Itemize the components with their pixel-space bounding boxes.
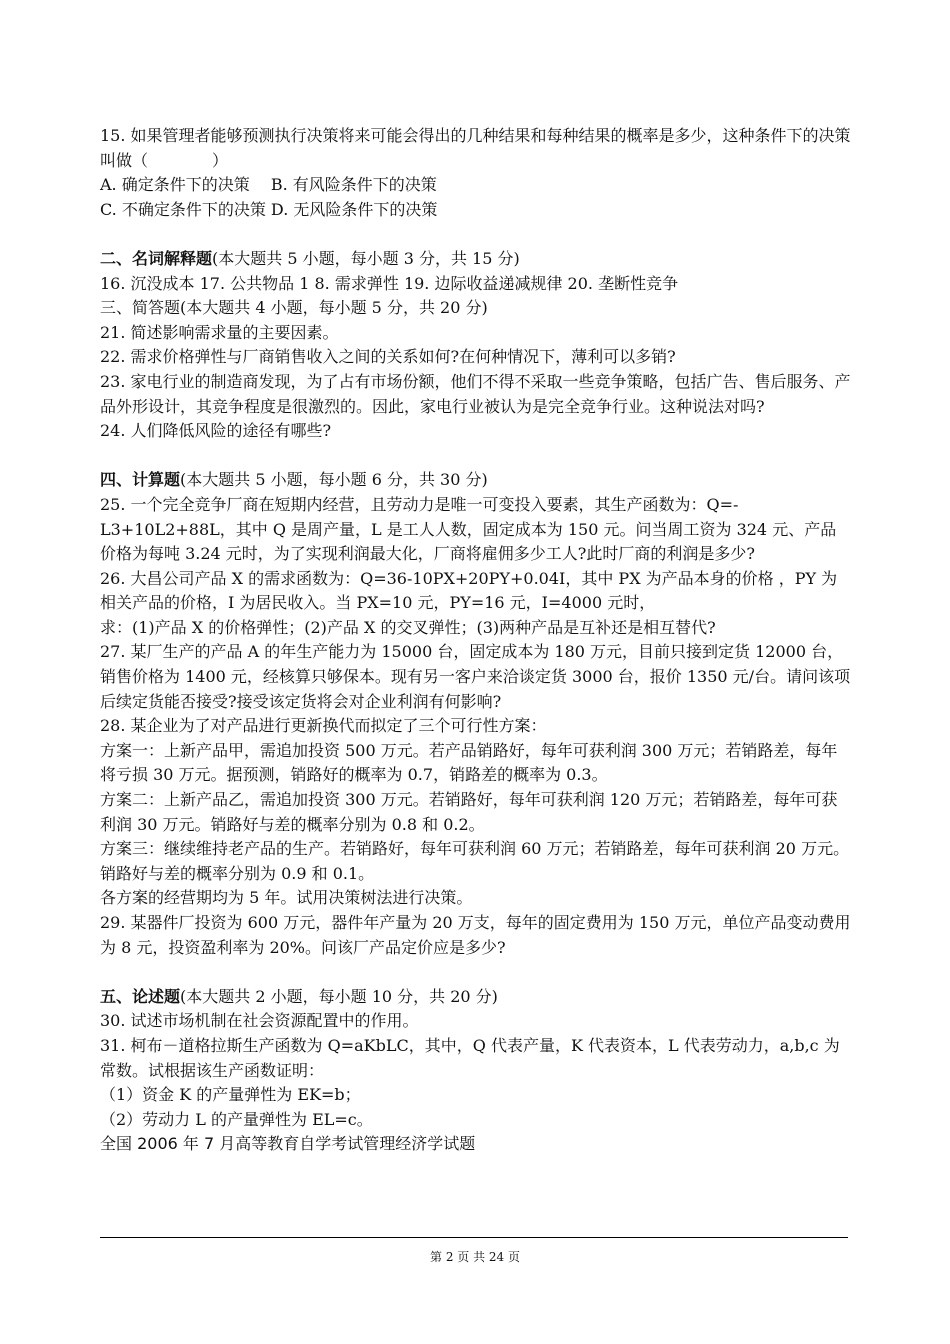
- section-2-items: 16. 沉没成本 17. 公共物品 1 8. 需求弹性 19. 边际收益递减规律 20. 垄断性竞争: [100, 273, 679, 293]
- question-28-end: 各方案的经营期均为 5 年。试用决策树法进行决策。: [100, 888, 473, 908]
- section-5-note: (本大题共 2 小题，每小题 10 分，共 20 分): [180, 986, 498, 1006]
- section-5-header: [100, 985, 852, 1010]
- question-22: 22. 需求价格弹性与厂商销售收入之间的关系如何?在何种情况下，薄利可以多销?: [100, 347, 676, 367]
- question-28-plan-3: 方案三：继续维持老产品的生产。若销路好，每年可获利润 60 万元；若销路差，每年可获利润 20 万元。销路好与差的概率分别为 0.9 和 0.1。: [100, 839, 850, 883]
- section-4-header: [100, 468, 852, 493]
- question-31: 31. 柯布－道格拉斯生产函数为 Q=aKbLC，其中，Q 代表产量，K 代表资本，L 代表劳动力，a,b,c 为常数。试根据该生产函数证明：: [100, 1035, 840, 1080]
- section-4-note: (本大题共 5 小题，每小题 6 分，共 30 分): [180, 470, 488, 490]
- question-15-options-cd: C. 不确定条件下的决策 D. 无风险条件下的决策: [100, 199, 438, 219]
- question-21: 21. 简述影响需求量的主要因素。: [100, 322, 339, 342]
- section-4-heading: 四、计算题: [100, 470, 181, 490]
- next-exam-title: 全国 2006 年 7 月高等教育自学考试管理经济学试题: [100, 1134, 476, 1154]
- page-number-footer: 第 2 页 共 24 页: [430, 1250, 520, 1264]
- section-2-heading: 二、名词解释题: [100, 248, 213, 268]
- section-5-heading: 五、论述题: [100, 986, 181, 1006]
- section-3-heading: 三、简答题(本大题共 4 小题，每小题 5 分，共 20 分): [100, 298, 488, 318]
- question-30: 30. 试述市场机制在社会资源配置中的作用。: [100, 1011, 419, 1031]
- question-25: 25. 一个完全竞争厂商在短期内经营，且劳动力是唯一可变投入要素，其生产函数为：Q=-L3+10L2+88L，其中 Q 是周产量，L 是工人人数，固定成本为 150 元。问当周工资为 324 元、产品价格为每吨 3.24 元时，为了实现利润最大化，厂商将雇佣多少工人?此时厂商的利润是多少?: [100, 494, 837, 564]
- question-28-plan-1: 方案一：上新产品甲，需追加投资 500 万元。若产品销路好，每年可获利润 300 万元；若销路差，每年将亏损 30 万元。据预测，销路好的概率为 0.7，销路差的概率为 0.3。: [100, 740, 838, 785]
- question-26-ask: 求：(1)产品 X 的价格弹性；(2)产品 X 的交叉弹性；(3)两种产品是互补还是相互替代?: [100, 617, 716, 637]
- question-15-options-ab: A. 确定条件下的决策 B. 有风险条件下的决策: [100, 175, 437, 195]
- footer-divider: [100, 1237, 848, 1238]
- section-2-header: [100, 247, 852, 272]
- question-29: 29. 某器件厂投资为 600 万元，器件年产量为 20 万支，每年的固定费用为 150 万元，单位产品变动费用为 8 元，投资盈利率为 20%。问该厂产品定价应是多少?: [100, 913, 851, 957]
- section-2-note: (本大题共 5 小题，每小题 3 分，共 15 分): [212, 248, 520, 268]
- question-23: 23. 家电行业的制造商发现，为了占有市场份额，他们不得不采取一些竞争策略，包括广告、售后服务、产品外形设计，其竞争程度是很激烈的。因此，家电行业被认为是完全竞争行业。这种说法对吗?: [100, 371, 851, 416]
- question-27: 27. 某厂生产的产品 A 的年生产能力为 15000 台，固定成本为 180 万元，目前只接到定货 12000 台，销售价格为 1400 元，经核算只够保本。现有另一客户来洽谈定货 3000 台，报价 1350 元/台。请问该项后续定货能否接受?接受该定货将会对企业利润有何影响?: [100, 642, 851, 711]
- question-28-plan-2: 方案二：上新产品乙，需追加投资 300 万元。若销路好，每年可获利润 120 万元；若销路差，每年可获利润 30 万元。销路好与差的概率分别为 0.8 和 0.2。: [100, 790, 838, 834]
- question-31-part-1: （1）资金 K 的产量弹性为 EK=b；: [100, 1085, 361, 1105]
- question-15-stem: 15. 如果管理者能够预测执行决策将来可能会得出的几种结果和每种结果的概率是多少，这种条件下的决策叫做（ ）: [100, 126, 851, 170]
- document-body: [100, 124, 852, 1157]
- question-31-part-2: （2）劳动力 L 的产量弹性为 EL=c。: [100, 1109, 373, 1129]
- question-28: 28. 某企业为了对产品进行更新换代而拟定了三个可行性方案：: [100, 716, 547, 736]
- question-24: 24. 人们降低风险的途径有哪些?: [100, 421, 332, 441]
- question-26-stem: 26. 大昌公司产品 X 的需求函数为：Q=36-10PX+20PY+0.04I，其中 PX 为产品本身的价格 ，PY 为相关产品的价格，I 为居民收入。当 PX=10 元，PY=16 元，I=4000 元时，: [100, 568, 838, 613]
